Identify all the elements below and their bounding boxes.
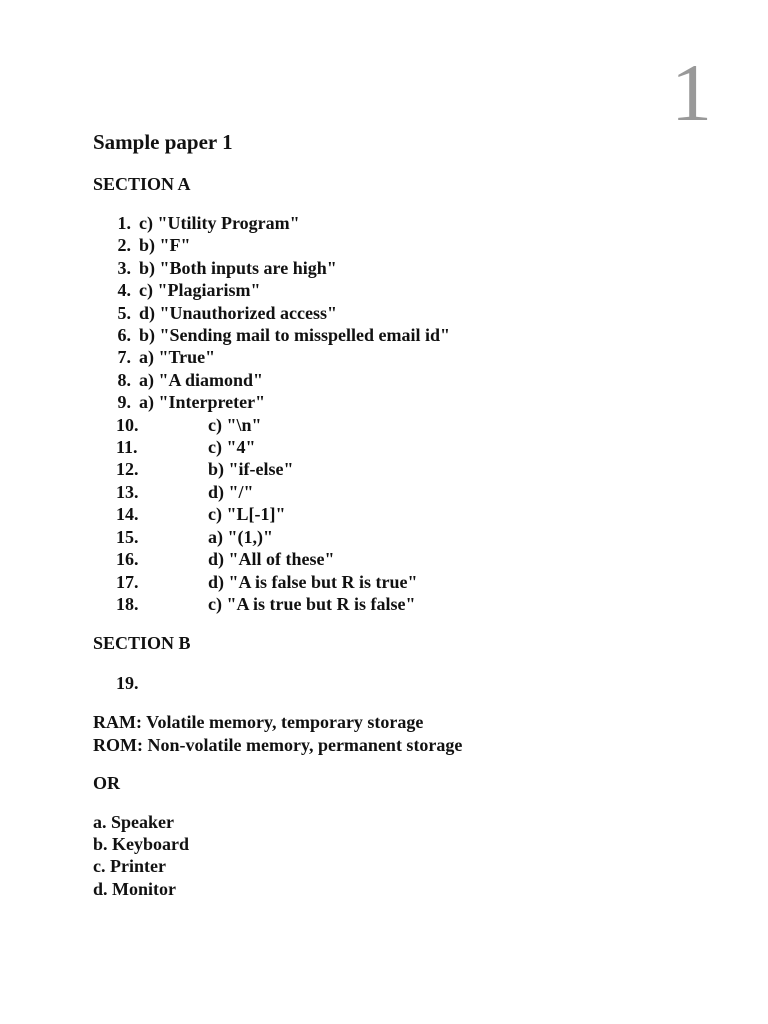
answer-number: 17. bbox=[116, 571, 139, 592]
answer-text: c) "A is true but R is false" bbox=[208, 593, 416, 614]
answer-item bbox=[93, 257, 713, 279]
section-a-answer-list bbox=[93, 212, 713, 615]
answer-text: d) "/" bbox=[208, 481, 254, 502]
answer-text: c) "\n" bbox=[208, 414, 262, 435]
answer-item bbox=[93, 302, 713, 324]
answer-item bbox=[93, 436, 713, 458]
answer-item bbox=[93, 526, 713, 548]
answer-number: 4. bbox=[117, 280, 131, 301]
section-b-heading: SECTION B bbox=[93, 633, 191, 654]
answer-item bbox=[93, 391, 713, 413]
answer-item bbox=[93, 234, 713, 256]
answer-item bbox=[93, 279, 713, 301]
answer-text: a) "Interpreter" bbox=[139, 392, 266, 413]
answer-item bbox=[93, 212, 713, 234]
answer-item bbox=[93, 571, 713, 593]
answer-text: a) "(1,)" bbox=[208, 526, 273, 547]
answer-text: c) "Plagiarism" bbox=[139, 280, 261, 301]
answer-number: 14. bbox=[116, 504, 139, 525]
answer-item bbox=[93, 346, 713, 368]
document-body bbox=[93, 128, 713, 916]
device-line-keyboard: b. Keyboard bbox=[93, 833, 190, 854]
answer-text: d) "A is false but R is true" bbox=[208, 571, 418, 592]
answer-number: 8. bbox=[117, 369, 131, 390]
devices-answer bbox=[93, 811, 713, 901]
answer-item bbox=[93, 548, 713, 570]
answer-text: c) "4" bbox=[208, 437, 256, 458]
answer-text: b) "Sending mail to misspelled email id" bbox=[139, 325, 451, 346]
device-line-printer: c. Printer bbox=[93, 856, 166, 877]
answer-item bbox=[93, 414, 713, 436]
answer-number: 10. bbox=[116, 414, 139, 435]
answer-item bbox=[93, 458, 713, 480]
answer-number: 3. bbox=[117, 257, 131, 278]
answer-number: 6. bbox=[117, 325, 131, 346]
memory-answer bbox=[93, 711, 713, 756]
answer-text: b) "if-else" bbox=[208, 459, 294, 480]
answer-item bbox=[93, 481, 713, 503]
device-line-monitor: d. Monitor bbox=[93, 878, 176, 899]
answer-number: 9. bbox=[117, 392, 131, 413]
answer-number: 5. bbox=[117, 302, 131, 323]
page-number: 1 bbox=[671, 47, 712, 138]
answer-text: d) "All of these" bbox=[208, 549, 335, 570]
answer-number: 11. bbox=[116, 437, 138, 458]
answer-number: 2. bbox=[117, 235, 131, 256]
question-19-label: 19. bbox=[116, 673, 139, 694]
device-line-speaker: a. Speaker bbox=[93, 811, 174, 832]
answer-text: d) "Unauthorized access" bbox=[139, 302, 337, 323]
answer-number: 16. bbox=[116, 549, 139, 570]
answer-number: 13. bbox=[116, 481, 139, 502]
answer-item bbox=[93, 369, 713, 391]
answer-item bbox=[93, 503, 713, 525]
answer-item bbox=[93, 324, 713, 346]
answer-number: 7. bbox=[117, 347, 131, 368]
ram-line: RAM: Volatile memory, temporary storage bbox=[93, 712, 424, 733]
answer-text: a) "True" bbox=[139, 347, 216, 368]
answer-number: 12. bbox=[116, 459, 139, 480]
answer-number: 15. bbox=[116, 526, 139, 547]
answer-text: c) "L[-1]" bbox=[208, 504, 286, 525]
answer-number: 1. bbox=[117, 213, 131, 233]
section-a-heading: SECTION A bbox=[93, 174, 191, 194]
answer-text: b) "F" bbox=[139, 235, 191, 256]
answer-text: a) "A diamond" bbox=[139, 369, 264, 390]
or-label: OR bbox=[93, 773, 120, 794]
answer-text: c) "Utility Program" bbox=[139, 213, 300, 233]
answer-text: b) "Both inputs are high" bbox=[139, 257, 337, 278]
answer-number: 18. bbox=[116, 593, 139, 614]
page-title: Sample paper 1 bbox=[93, 130, 233, 154]
answer-item bbox=[93, 593, 713, 615]
rom-line: ROM: Non-volatile memory, permanent storage bbox=[93, 734, 463, 755]
